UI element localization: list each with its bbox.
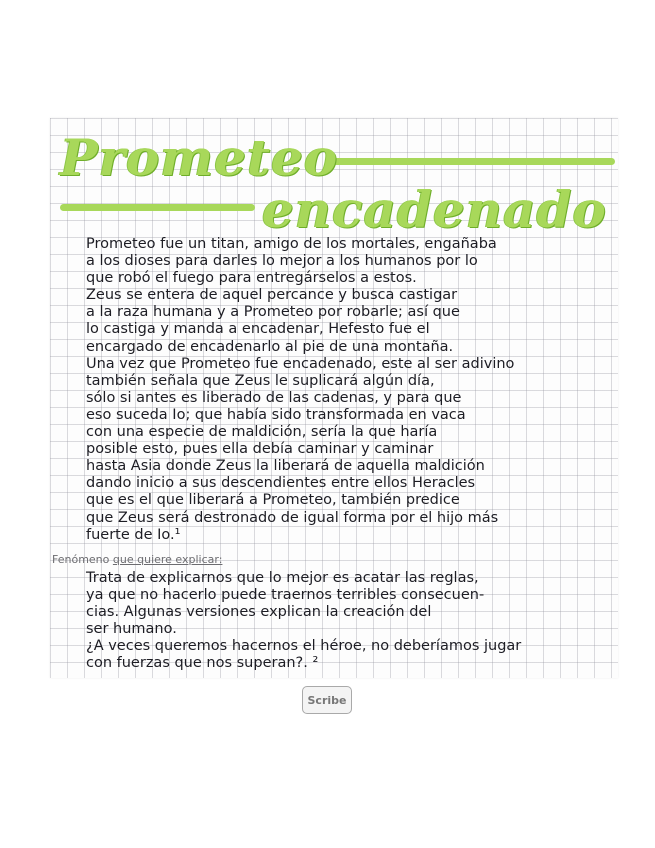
explanation-paragraph <box>86 570 616 673</box>
phenomenon-label <box>52 553 222 566</box>
label-rest: que quiere explicar: <box>112 553 223 566</box>
text-line: también señala que Zeus le suplicará algún día, <box>86 372 435 389</box>
text-line: ¿A veces queremos hacernos el héroe, no deberíamos jugar <box>86 638 522 655</box>
label-prefix: Fenómeno <box>52 553 110 566</box>
text-line: lo castiga y manda a encadenar, Hefesto fue el <box>86 321 430 338</box>
text-line: que Zeus será destronado de igual forma por el hijo más <box>86 509 499 526</box>
title-underline-2 <box>60 204 255 211</box>
text-line: Zeus se entera de aquel percance y busca castigar <box>86 287 458 304</box>
story-paragraph <box>86 236 616 544</box>
text-line: sólo si antes es liberado de las cadenas, y para que <box>86 389 462 406</box>
title-underline-1 <box>325 158 615 165</box>
title-line-2: encadenado <box>262 180 607 239</box>
text-line: a los dioses para darles lo mejor a los humanos por lo <box>86 253 478 270</box>
text-line: posible esto, pues ella debía caminar y caminar <box>86 441 434 458</box>
text-line: hasta Asia donde Zeus la liberará de aquella maldición <box>86 458 485 475</box>
text-line: eso suceda Io; que había sido transformada en vaca <box>86 406 466 423</box>
text-line: Una vez que Prometeo fue encadenado, este al ser adivino <box>86 355 515 372</box>
text-line: dando inicio a sus descendientes entre ellos Heracles <box>86 475 476 492</box>
text-line: cias. Algunas versiones explican la creación del <box>86 604 432 621</box>
text-line: fuerte de Io.¹ <box>86 526 181 543</box>
scribe-watermark: Scribe <box>302 686 352 714</box>
text-line: encargado de encadenarlo al pie de una montaña. <box>86 338 454 355</box>
text-line: ser humano. <box>86 621 177 638</box>
text-line: que es el que liberará a Prometeo, también predice <box>86 492 460 509</box>
text-line: con una especie de maldición, sería la que haría <box>86 424 438 441</box>
text-line: ya que no hacerlo puede traernos terribles consecuen- <box>86 587 485 604</box>
text-line: a la raza humana y a Prometeo por robarle; así que <box>86 304 460 321</box>
title-line-1: Prometeo <box>60 128 339 187</box>
text-line: Trata de explicarnos que lo mejor es acatar las reglas, <box>86 570 479 586</box>
text-line: Prometeo fue un titan, amigo de los mortales, engañaba <box>86 236 497 252</box>
text-line: con fuerzas que nos superan?. ² <box>86 655 319 672</box>
text-line: que robó el fuego para entregárselos a estos. <box>86 270 417 287</box>
